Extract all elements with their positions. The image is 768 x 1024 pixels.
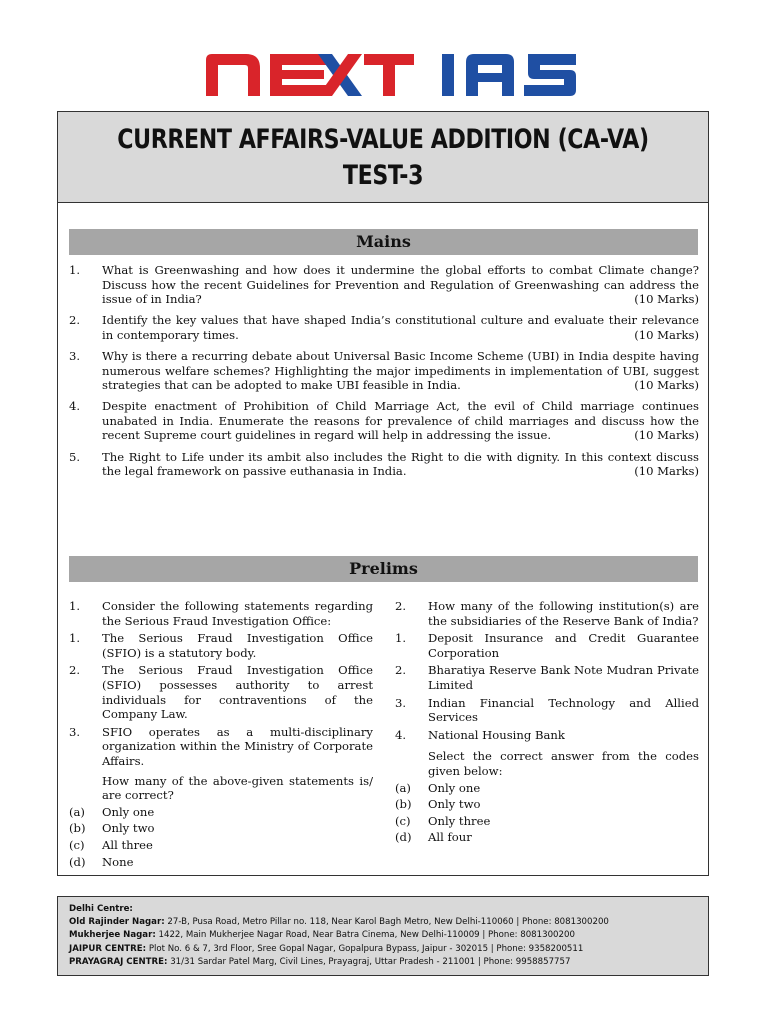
question-text: Why is there a recurring debate about Universal Basic Income Scheme (UBI) in India despite having numerous welfare schemes? Highlighting the major impediments in implementation of UBI, suggest strategies that can be adopted to make UBI feasible in India. <box>102 348 699 393</box>
next-ias-logo <box>0 52 768 98</box>
statement <box>69 663 373 721</box>
mains-heading: Mains <box>69 229 698 255</box>
item-text: Only two <box>102 821 155 836</box>
footer-text: Plot No. 6 & 7, 3rd Floor, Sree Gopal Nagar, Gopalpura Bypass, Jaipur - 302015 | Phone: 9358200511 <box>146 943 584 954</box>
answer-option <box>395 830 699 845</box>
item-number: (b) <box>395 797 412 812</box>
answer-option <box>69 805 373 820</box>
item-number: (a) <box>395 780 411 795</box>
question-text: Despite enactment of Prohibition of Child Marriage Act, the evil of Child marriage continues unabated in India. Enumerate the reasons for prevalence of child marriages and discuss how the recent Supreme court guidelines in regard will help in addressing the issue. <box>102 399 699 443</box>
answer-option <box>69 855 373 870</box>
question-text: 1. Consider the following statements regarding the Serious Fraud Investigation Office: <box>69 599 373 628</box>
item-text: Only one <box>428 780 481 795</box>
item-text: Deposit Insurance and Credit Guarantee Corporation <box>428 631 699 660</box>
title-box <box>58 112 708 203</box>
prelims-question-1 <box>69 599 373 869</box>
question-marks: (10 Marks) <box>634 292 699 307</box>
answer-option <box>69 838 373 853</box>
question-number: 2. <box>69 313 81 328</box>
content-frame <box>57 111 709 876</box>
mains-question <box>69 399 699 443</box>
question-marks: (10 Marks) <box>634 378 699 393</box>
question-text: The Right to Life under its ambit also includes the Right to die with dignity. In this context discuss the legal framework on passive euthanasia in India. <box>102 449 699 479</box>
question-number: 1. <box>69 263 81 277</box>
question-text: 2. How many of the following institution(s) are the subsidiaries of the Reserve Bank of India? <box>395 599 699 628</box>
item-number: (a) <box>69 804 85 819</box>
answer-option <box>395 814 699 829</box>
prelims-question-2 <box>395 599 699 845</box>
prelims-heading: Prelims <box>69 556 698 582</box>
item-number: 2. <box>395 663 407 678</box>
item-text: SFIO operates as a multi-disciplinary organization within the Ministry of Corporate Affairs. <box>102 724 373 768</box>
mains-question <box>69 349 699 393</box>
item-text: All four <box>428 830 472 845</box>
mains-question <box>69 263 699 307</box>
logo-x <box>318 54 362 96</box>
question-number: 5. <box>69 449 81 464</box>
mains-question <box>69 313 699 342</box>
footer-text: 31/31 Sardar Patel Marg, Civil Lines, Prayagraj, Uttar Pradesh - 211001 | Phone: 9958857757 <box>167 956 571 967</box>
footer-label: Old Rajinder Nagar: <box>69 917 165 928</box>
question-marks: (10 Marks) <box>634 327 699 342</box>
footer-line <box>69 956 708 969</box>
footer-line <box>69 929 708 942</box>
mains-questions <box>69 263 699 485</box>
item-number: 3. <box>69 724 81 739</box>
question-text: Identify the key values that have shaped India’s constitutional culture and evaluate their relevance in contemporary times. <box>102 313 699 342</box>
question-number: 3. <box>69 348 81 363</box>
statement <box>395 728 699 743</box>
statement <box>395 696 699 725</box>
item-text: Only two <box>428 797 481 812</box>
item-text: National Housing Bank <box>428 727 565 742</box>
footer-text: 1422, Main Mukherjee Nagar Road, Near Batra Cinema, New Delhi-110009 | Phone: 8081300200 <box>155 930 575 941</box>
item-text: The Serious Fraud Investigation Office (SFIO) possesses authority to arrest individuals for contraventions of the Company Law. <box>102 663 373 722</box>
footer-label: JAIPUR CENTRE: <box>69 943 147 954</box>
footer-label: Mukherjee Nagar: <box>69 930 156 941</box>
item-number: (c) <box>69 837 85 852</box>
question-marks: (10 Marks) <box>634 464 699 479</box>
item-number: 3. <box>395 695 407 710</box>
question-ask: Select the correct answer from the codes given below: <box>428 749 699 778</box>
item-text: All three <box>102 837 153 852</box>
item-number: 1. <box>395 631 407 646</box>
statement <box>69 631 373 660</box>
item-number: (d) <box>395 830 412 845</box>
answer-option <box>395 797 699 812</box>
mains-question <box>69 450 699 479</box>
footer-heading: Delhi Centre: <box>69 904 133 914</box>
item-number: (d) <box>69 854 86 869</box>
statement <box>69 725 373 769</box>
logo-next <box>206 54 414 96</box>
question-number: 4. <box>69 399 81 414</box>
answer-option <box>69 821 373 836</box>
item-number: 1. <box>69 631 81 646</box>
item-text: The Serious Fraud Investigation Office (SFIO) is a statutory body. <box>102 631 373 660</box>
question-marks: (10 Marks) <box>634 428 699 443</box>
footer-line <box>69 943 708 956</box>
statement <box>395 631 699 660</box>
answer-option <box>395 781 699 796</box>
question-ask: How many of the above-given statements is/ are correct? <box>102 773 373 803</box>
logo-ias <box>442 54 576 96</box>
item-number: 4. <box>395 727 407 742</box>
footer-label: PRAYAGRAJ CENTRE: <box>69 956 168 967</box>
footer-text: 27-B, Pusa Road, Metro Pillar no. 118, Near Karol Bagh Metro, New Delhi-110060 | Phone: 8081300200 <box>164 917 609 928</box>
footer-line <box>69 916 708 929</box>
item-text: Indian Financial Technology and Allied Services <box>428 695 699 725</box>
page-title: CURRENT AFFAIRS-VALUE ADDITION (CA-VA) <box>117 124 649 155</box>
item-text: Only three <box>428 813 491 828</box>
page-subtitle: TEST-3 <box>342 160 424 191</box>
item-text: None <box>102 854 134 869</box>
item-number: (c) <box>395 813 411 828</box>
item-number: 2. <box>69 663 81 678</box>
footer-address <box>57 896 709 976</box>
item-number: (b) <box>69 821 86 836</box>
question-text: What is Greenwashing and how does it undermine the global efforts to combat Climate change? Discuss how the recent Guidelines for Prevention and Regulation of Greenwashing can address the issue of in India? <box>102 263 699 307</box>
item-text: Only one <box>102 804 155 819</box>
statement <box>395 663 699 692</box>
item-text: Bharatiya Reserve Bank Note Mudran Private Limited <box>428 663 699 692</box>
